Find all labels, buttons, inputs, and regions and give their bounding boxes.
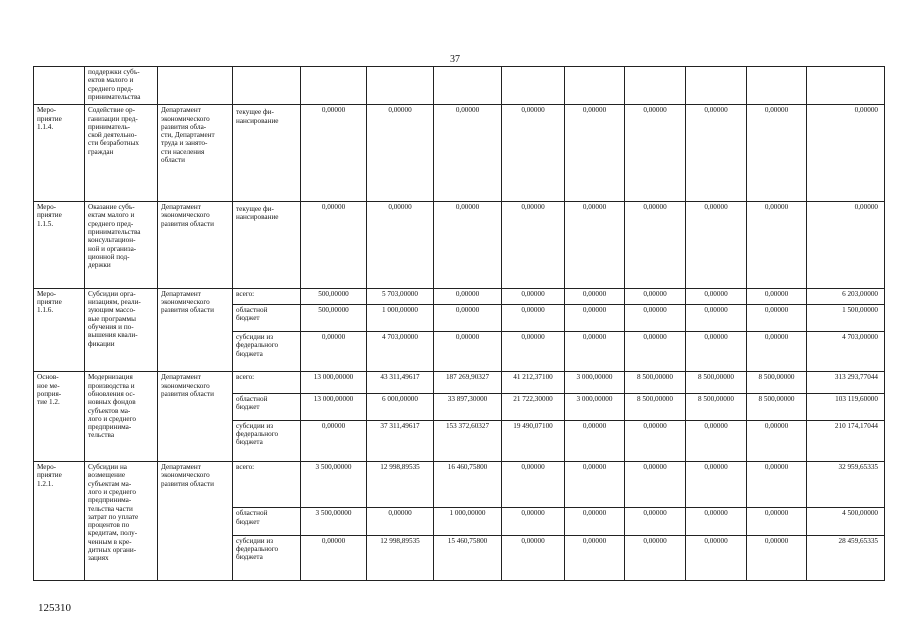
total-value-cell: 0,00000	[807, 202, 885, 289]
total-value-cell: 210 174,17044	[807, 420, 885, 461]
value-cell: 187 269,90327	[434, 372, 502, 393]
value-cell: 1 000,00000	[367, 304, 434, 331]
value-cell: 0,00000	[502, 288, 565, 304]
value-cell: 0,00000	[565, 105, 625, 202]
funding-source-cell	[233, 372, 301, 393]
total-value-cell	[807, 67, 885, 105]
value-cell: 0,00000	[686, 462, 747, 508]
value-cell: 8 500,00000	[686, 372, 747, 393]
value-cell: 0,00000	[565, 462, 625, 508]
event-code: Меро- приятие 1.1.4.	[37, 106, 62, 131]
funding-source: всего:	[236, 463, 255, 472]
value-cell: 0,00000	[367, 508, 434, 535]
value-cell: 0,00000	[502, 105, 565, 202]
value-cell: 0,00000	[747, 462, 807, 508]
funding-source: всего:	[236, 289, 255, 298]
funding-source-cell	[233, 508, 301, 535]
funding-source: субсидии из федерального бюджета	[236, 536, 279, 562]
value-cell: 0,00000	[686, 420, 747, 461]
budget-table	[33, 66, 885, 581]
value-cell: 0,00000	[747, 202, 807, 289]
event-code-cell	[34, 202, 85, 289]
value-cell: 0,00000	[367, 202, 434, 289]
department-cell	[158, 202, 233, 289]
department-name: Департамент экономического развития области	[161, 373, 214, 398]
value-cell: 8 500,00000	[625, 393, 686, 420]
value-cell: 500,00000	[301, 288, 367, 304]
event-name-cell	[85, 462, 158, 581]
funding-source-cell	[233, 304, 301, 331]
value-cell: 3 000,00000	[565, 372, 625, 393]
value-cell: 0,00000	[502, 304, 565, 331]
value-cell: 500,00000	[301, 304, 367, 331]
value-cell: 8 500,00000	[625, 372, 686, 393]
event-name-cell	[85, 105, 158, 202]
event-code: Меро- приятие 1.1.6.	[37, 289, 62, 315]
value-cell: 21 722,30000	[502, 393, 565, 420]
event-code: Меро- приятие 1.2.1.	[37, 463, 62, 488]
table-row	[34, 462, 885, 508]
value-cell	[434, 67, 502, 105]
value-cell: 0,00000	[502, 462, 565, 508]
event-name: Субсидии орга- низациям, реали- зующим массо- вые программы обучения и по- вышения квали- фикации	[88, 289, 141, 348]
funding-source-cell	[233, 462, 301, 508]
department-name: Департамент экономического развития области	[161, 203, 214, 228]
event-name-cell	[85, 372, 158, 462]
department-cell	[158, 462, 233, 581]
value-cell: 0,00000	[625, 420, 686, 461]
funding-source: субсидии из федерального бюджета	[236, 421, 279, 447]
value-cell: 0,00000	[565, 535, 625, 580]
value-cell: 0,00000	[747, 304, 807, 331]
event-code: Основ- ное ме- роприя- тие 1.2.	[37, 373, 62, 407]
funding-source-cell	[233, 67, 301, 105]
total-value-cell: 0,00000	[807, 105, 885, 202]
value-cell: 0,00000	[301, 420, 367, 461]
funding-source-cell	[233, 288, 301, 304]
value-cell: 0,00000	[301, 105, 367, 202]
value-cell: 0,00000	[502, 202, 565, 289]
department-name: Департамент экономического развития обла- сти, Департамент труда и занято- сти населения области	[161, 106, 215, 165]
value-cell: 0,00000	[625, 535, 686, 580]
value-cell: 0,00000	[686, 332, 747, 372]
value-cell: 0,00000	[625, 508, 686, 535]
event-name: Оказание субъ- ектам малого и среднего пред- принимательства консультацион- ной и организа- ционной под- держки	[88, 203, 141, 270]
event-name-cell	[85, 67, 158, 105]
event-name-cell	[85, 288, 158, 372]
value-cell: 0,00000	[502, 332, 565, 372]
value-cell	[625, 67, 686, 105]
total-value-cell: 103 119,60000	[807, 393, 885, 420]
department-cell	[158, 372, 233, 462]
funding-source-cell	[233, 393, 301, 420]
table-row	[34, 67, 885, 105]
value-cell: 0,00000	[686, 508, 747, 535]
value-cell: 41 212,37100	[502, 372, 565, 393]
total-value-cell: 1 500,00000	[807, 304, 885, 331]
funding-source: текущее фи- нансирование	[236, 108, 279, 125]
funding-source-cell	[233, 535, 301, 580]
value-cell: 0,00000	[301, 202, 367, 289]
value-cell: 0,00000	[301, 535, 367, 580]
funding-source-cell	[233, 420, 301, 461]
funding-source: областной бюджет	[236, 509, 268, 526]
value-cell: 0,00000	[502, 535, 565, 580]
value-cell	[367, 67, 434, 105]
department-name: Департамент экономического развития области	[161, 289, 214, 315]
value-cell: 0,00000	[565, 202, 625, 289]
value-cell	[686, 67, 747, 105]
value-cell: 0,00000	[625, 462, 686, 508]
value-cell: 0,00000	[625, 304, 686, 331]
value-cell: 0,00000	[686, 105, 747, 202]
value-cell: 0,00000	[747, 420, 807, 461]
table-row	[34, 372, 885, 393]
total-value-cell: 313 293,77044	[807, 372, 885, 393]
value-cell: 0,00000	[367, 105, 434, 202]
value-cell: 0,00000	[625, 288, 686, 304]
event-code: Меро- приятие 1.1.5.	[37, 203, 62, 228]
department-name: Департамент экономического развития области	[161, 463, 214, 488]
value-cell: 16 460,75800	[434, 462, 502, 508]
funding-source: областной бюджет	[236, 394, 268, 411]
total-value-cell: 6 203,00000	[807, 288, 885, 304]
value-cell: 0,00000	[565, 508, 625, 535]
event-name-cell	[85, 202, 158, 289]
value-cell: 5 703,00000	[367, 288, 434, 304]
value-cell: 12 998,89535	[367, 462, 434, 508]
value-cell: 37 311,49617	[367, 420, 434, 461]
page-number: 37	[450, 54, 460, 65]
value-cell: 3 000,00000	[565, 393, 625, 420]
total-value-cell: 4 703,00000	[807, 332, 885, 372]
value-cell: 1 000,00000	[434, 508, 502, 535]
value-cell: 33 897,30000	[434, 393, 502, 420]
value-cell: 0,00000	[747, 105, 807, 202]
funding-source-cell	[233, 202, 301, 289]
value-cell: 0,00000	[502, 508, 565, 535]
value-cell: 6 000,00000	[367, 393, 434, 420]
value-cell: 4 703,00000	[367, 332, 434, 372]
value-cell: 0,00000	[747, 508, 807, 535]
value-cell: 0,00000	[686, 535, 747, 580]
value-cell: 0,00000	[565, 332, 625, 372]
value-cell: 13 000,00000	[301, 372, 367, 393]
value-cell: 0,00000	[686, 304, 747, 331]
event-code-cell	[34, 67, 85, 105]
value-cell: 13 000,00000	[301, 393, 367, 420]
funding-source: субсидии из федерального бюджета	[236, 333, 279, 358]
value-cell: 0,00000	[747, 332, 807, 372]
table-row	[34, 105, 885, 202]
event-name: поддержки субъ- ектов малого и среднего пред- принимательства	[88, 68, 141, 101]
value-cell	[565, 67, 625, 105]
event-code-cell	[34, 372, 85, 462]
value-cell: 43 311,49617	[367, 372, 434, 393]
value-cell	[301, 67, 367, 105]
total-value-cell: 4 500,00000	[807, 508, 885, 535]
value-cell: 3 500,00000	[301, 462, 367, 508]
value-cell: 8 500,00000	[747, 372, 807, 393]
total-value-cell: 32 959,65335	[807, 462, 885, 508]
value-cell: 15 460,75800	[434, 535, 502, 580]
department-cell	[158, 67, 233, 105]
total-value-cell: 28 459,65335	[807, 535, 885, 580]
event-name: Модернизация производства и обновления ос- новных фондов субъектов ма- лого и среднего предпринима- тельства	[88, 373, 136, 440]
event-name: Содействие ор- ганизации пред- приниматель- ской деятельно- сти безработных граждан	[88, 106, 140, 156]
value-cell: 0,00000	[565, 304, 625, 331]
value-cell: 8 500,00000	[747, 393, 807, 420]
value-cell: 0,00000	[686, 288, 747, 304]
value-cell: 0,00000	[747, 288, 807, 304]
funding-source: областной бюджет	[236, 305, 268, 323]
value-cell: 8 500,00000	[686, 393, 747, 420]
value-cell: 0,00000	[747, 535, 807, 580]
value-cell	[747, 67, 807, 105]
funding-source-cell	[233, 105, 301, 202]
value-cell: 12 998,89535	[367, 535, 434, 580]
funding-source: текущее фи- нансирование	[236, 205, 279, 222]
value-cell: 0,00000	[434, 304, 502, 331]
value-cell: 0,00000	[625, 202, 686, 289]
value-cell: 0,00000	[434, 288, 502, 304]
value-cell: 0,00000	[434, 105, 502, 202]
funding-source: всего:	[236, 373, 255, 382]
department-cell	[158, 288, 233, 372]
table-row	[34, 288, 885, 304]
event-code-cell	[34, 462, 85, 581]
value-cell: 3 500,00000	[301, 508, 367, 535]
event-code-cell	[34, 288, 85, 372]
value-cell: 153 372,60327	[434, 420, 502, 461]
value-cell: 0,00000	[434, 202, 502, 289]
value-cell: 0,00000	[565, 288, 625, 304]
event-code-cell	[34, 105, 85, 202]
value-cell: 0,00000	[625, 332, 686, 372]
value-cell: 0,00000	[686, 202, 747, 289]
funding-source-cell	[233, 332, 301, 372]
value-cell: 0,00000	[301, 332, 367, 372]
value-cell: 19 490,07100	[502, 420, 565, 461]
value-cell: 0,00000	[625, 105, 686, 202]
table-row	[34, 202, 885, 289]
value-cell	[502, 67, 565, 105]
event-name: Субсидии на возмещение субъектам ма- лого и среднего предпринима- тельства части затрат по уплате процентов по кредитам, полу- ченным в кре- дитных органи- зациях	[88, 463, 139, 563]
value-cell: 0,00000	[565, 420, 625, 461]
department-cell	[158, 105, 233, 202]
value-cell: 0,00000	[434, 332, 502, 372]
footer-code: 125310	[38, 602, 71, 614]
